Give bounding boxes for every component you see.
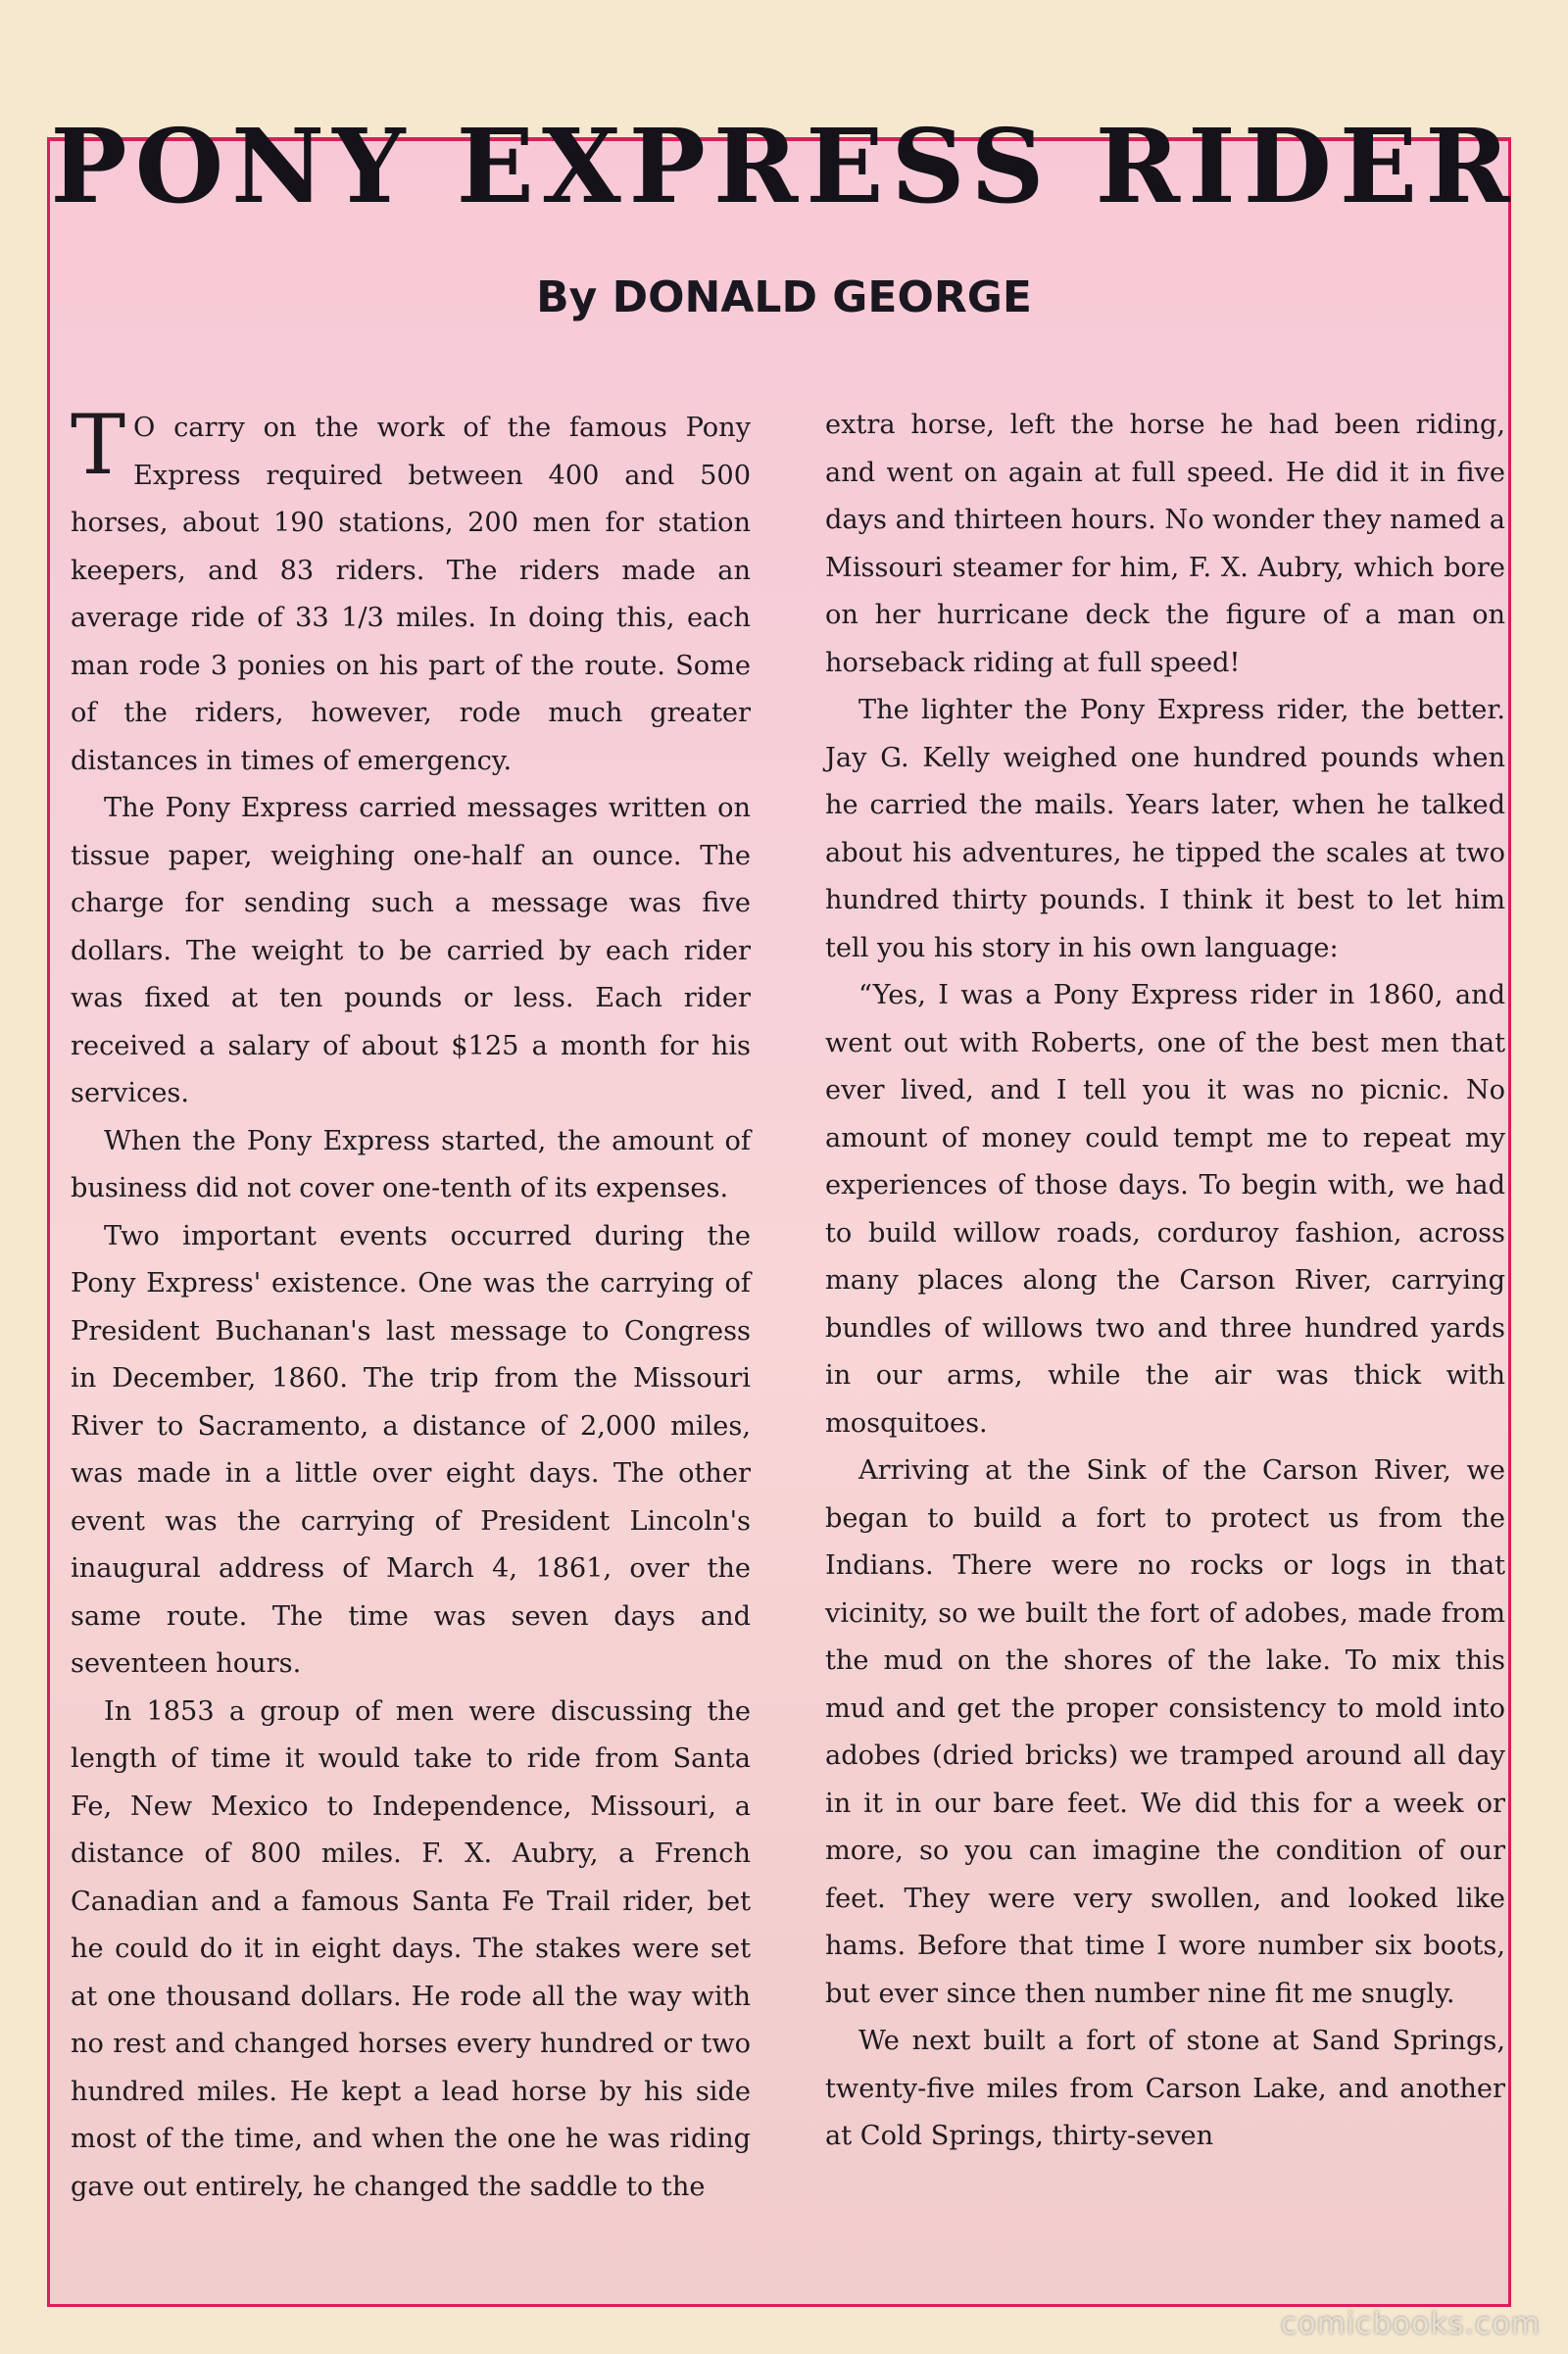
drop-cap: T xyxy=(71,397,126,493)
paragraph xyxy=(71,397,751,785)
paragraph: extra horse, left the horse he had been riding, and went on again at full speed. He did it in five days and thirteen hours. No wonder they named a Missouri steamer for him, F. X. Aubry, which bore on her hurricane deck the figure of a man on horseback riding at full speed! xyxy=(825,410,1505,678)
paragraph: The lighter the Pony Express rider, the better. Jay G. Kelly weighed one hundred pounds when he carried the mails. Years later, when he talked about his adventures, he tipped the scales at two hundred thirty pounds. I think it best to let him tell you his story in his own language: xyxy=(825,695,1505,963)
watermark: comicbooks.com xyxy=(1280,2307,1541,2341)
article-byline: By DONALD GEORGE xyxy=(536,272,1032,322)
paragraph: Two important events occurred during the Pony Express' existence. One was the carrying of President Buchanan's last message to Congress in December, 1860. The trip from the Missouri River to Sacramento, a distance of 2,000 miles, was made in a little over eight days. The other event was the carrying of President Lincoln's inaugural address of March 4, 1861, over the same route. The time was seven days and seventeen hours. xyxy=(71,1220,751,1679)
right-column xyxy=(825,402,1505,2161)
article-title: PONY EXPRESS RIDER xyxy=(50,106,1518,226)
paragraph: We next built a fort of stone at Sand Springs, twenty-five miles from Carson Lake, and another at Cold Springs, thirty-seven xyxy=(825,2026,1505,2151)
paragraph: In 1853 a group of men were discussing the length of time it would take to ride from Santa Fe, New Mexico to Independence, Missouri, a distance of 800 miles. F. X. Aubry, a French Canadian and a famous Santa Fe Trail rider, bet he could do it in eight days. The stakes were set at one thousand dollars. He rode all the way with no rest and changed horses every hundred or two hundred miles. He kept a lead horse by his side most of the time, and when the one he was riding gave out entirely, he changed the saddle to the xyxy=(71,1695,751,2202)
paragraph-text: O carry on the work of the famous Pony Express required between 400 and 500 horses, about 190 stations, 200 men for station keepers, and 83 riders. The riders made an average ride of 33 1/3 miles. In doing this, each man rode 3 ponies on his part of the route. Some of the riders, however, rode much greater distances in times of emergency. xyxy=(71,413,751,776)
paragraph: When the Pony Express started, the amount of business did not cover one-tenth of its expenses. xyxy=(71,1125,751,1203)
paragraph: The Pony Express carried messages written on tissue paper, weighing one-half an ounce. The charge for sending such a message was five dollars. The weight to be carried by each rider was fixed at ten pounds or less. Each rider received a salary of about $125 a month for his services. xyxy=(71,793,751,1108)
left-column xyxy=(71,397,751,2211)
paragraph: “Yes, I was a Pony Express rider in 1860, and went out with Roberts, one of the best men that ever lived, and I tell you it was no picnic. No amount of money could tempt me to repeat my experiences of those days. To begin with, we had to build willow roads, corduroy fashion, across many places along the Carson River, carrying bundles of willows two and three hundred yards in our arms, while the air was thick with mosquitoes. xyxy=(825,980,1505,1439)
paragraph: Arriving at the Sink of the Carson River, we began to build a fort to protect us from the Indians. There were no rocks or logs in that vicinity, so we built the fort of adobes, made from the mud on the shores of the lake. To mix this mud and get the proper consistency to mold into adobes (dried bricks) we tramped around all day in it in our bare feet. We did this for a week or more, so you can imagine the condition of our feet. They were very swollen, and looked like hams. Before that time I wore number six boots, but ever since then number nine fit me snugly. xyxy=(825,1455,1505,2009)
